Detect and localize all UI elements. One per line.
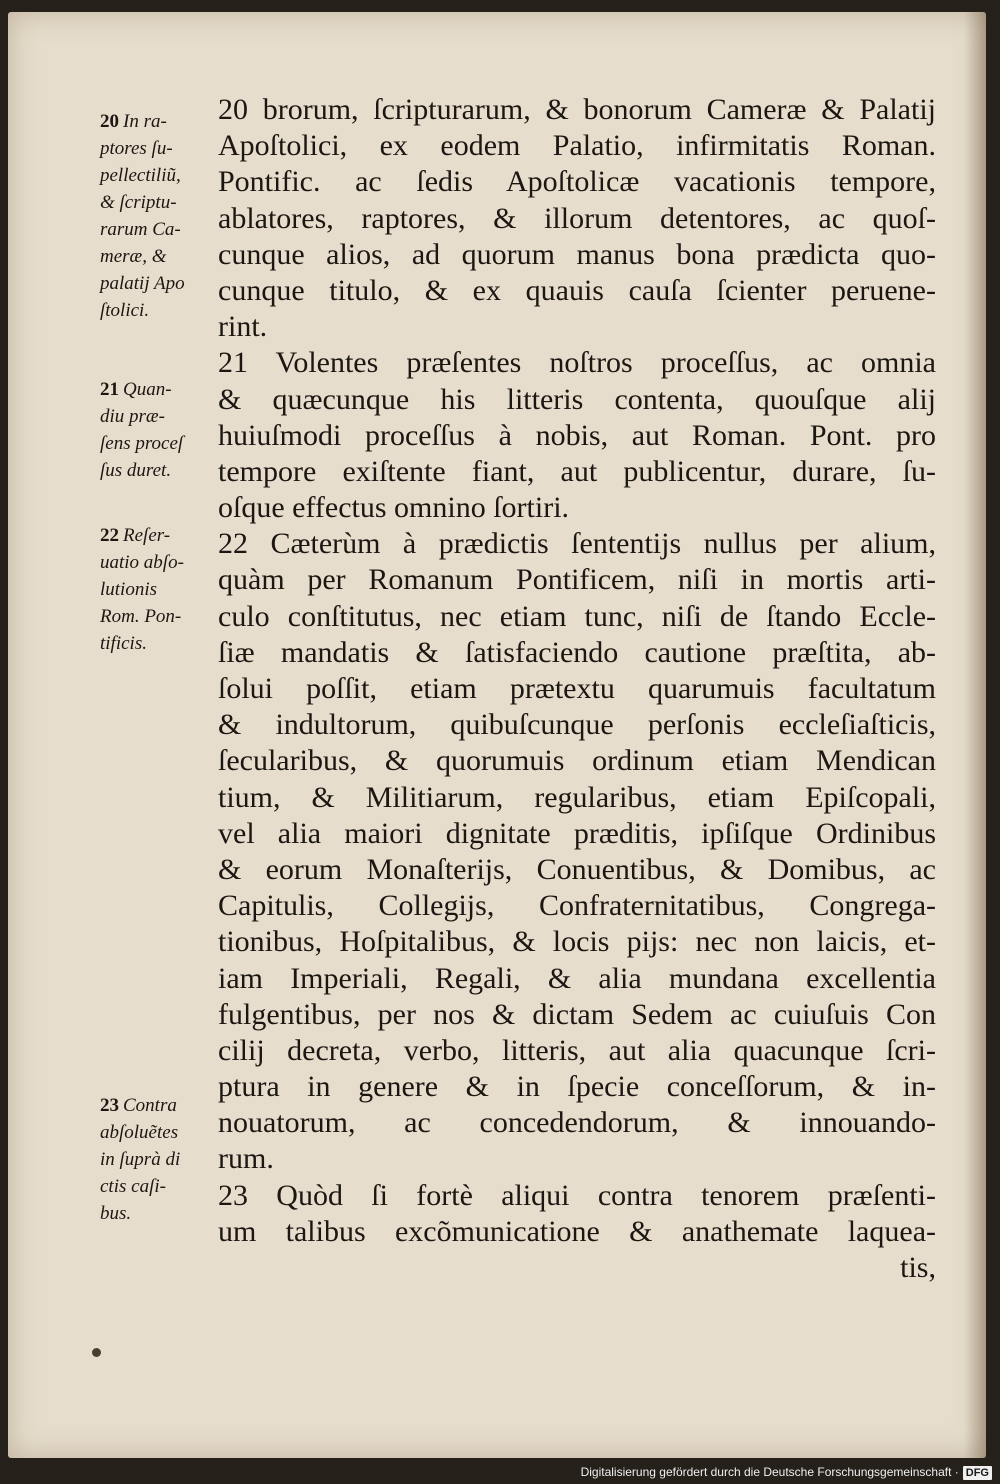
text-line: cunque titulo, & ex quauis cauſa ſcienter peruene-	[218, 273, 936, 307]
text-line: culo conſtitutus, nec etiam tunc, niſi de ſtando Eccle-	[218, 599, 936, 633]
text-line: 23 Quòd ſi fortè aliqui contra tenorem præſenti-	[218, 1178, 936, 1212]
margin-note-21	[100, 376, 224, 484]
margin-note-line: Rom. Pon-	[100, 606, 182, 627]
text-line: ſiæ mandatis & ſatisfaciendo cautione præſtita, ab-	[218, 635, 936, 669]
margin-note-line: rarum Ca-	[100, 219, 181, 240]
margin-note-22	[100, 522, 224, 657]
ink-spot	[92, 1348, 101, 1357]
text-line: ablatores, raptores, & illorum detentores, ac quoſ-	[218, 201, 936, 235]
text-line: rint.	[218, 310, 268, 344]
margin-note-line: lutionis	[100, 579, 158, 600]
margin-note-line: & ſcriptu-	[100, 192, 177, 213]
margin-note-23	[100, 1092, 224, 1227]
margin-note-line: ſus duret.	[100, 460, 172, 481]
margin-note-line: In ra-	[123, 111, 167, 132]
digitization-footer	[581, 1465, 992, 1480]
dfg-logo-icon: DFG	[963, 1466, 992, 1480]
margin-note-number: 20	[100, 111, 119, 132]
margin-note-line: tificis.	[100, 633, 147, 654]
margin-note-line: meræ, &	[100, 246, 167, 267]
text-line: Capitulis, Collegijs, Confraternitatibus, Congrega-	[218, 889, 936, 923]
margin-note-line: Quan-	[123, 379, 172, 400]
digitization-credit: Digitalisierung gefördert durch die Deutsche Forschungsgemeinschaft ·	[580, 1465, 959, 1479]
text-line: fulgentibus, per nos & dictam Sedem ac cuiuſuis Con	[218, 997, 936, 1031]
text-line: & indultorum, quibuſcunque perſonis eccleſiaſticis,	[218, 708, 936, 742]
text-line: ſolui poſſit, etiam prætextu quarumuis facultatum	[218, 672, 936, 705]
margin-note-line: ctis caſi-	[100, 1176, 166, 1197]
text-line: ſecularibus, & quorumuis ordinum etiam Mendican	[218, 744, 936, 778]
text-line: quàm per Romanum Pontificem, niſi in mortis arti-	[218, 563, 936, 597]
text-line: Apoſtolici, ex eodem Palatio, infirmitatis Roman.	[218, 129, 936, 163]
page-edge-shadow	[964, 12, 986, 1458]
text-line: tium, & Militiarum, regularibus, etiam Epiſcopali,	[218, 780, 936, 814]
margin-note-line: diu præ-	[100, 406, 165, 427]
text-line: cunque alios, ad quorum manus bona prædicta quo-	[218, 237, 936, 271]
text-line: & quæcunque his litteris contenta, quouſque alij	[218, 382, 936, 416]
main-text-block	[218, 92, 936, 1286]
margin-note-number: 23	[100, 1095, 119, 1116]
text-line: tionibus, Hoſpitalibus, & locis pijs: nec non laicis, et-	[218, 925, 936, 959]
margin-note-line: ſtolici.	[100, 300, 150, 321]
text-line: & eorum Monaſterijs, Conuentibus, & Domibus, ac	[218, 852, 936, 886]
margin-note-line: palatij Apo	[100, 273, 185, 294]
catchword: tis,	[900, 1251, 936, 1284]
text-line: vel alia maiori dignitate præditis, ipſiſque Ordinibus	[218, 816, 936, 850]
margin-note-line: Reſer-	[123, 525, 171, 546]
margin-note-number: 22	[100, 525, 119, 546]
text-line: Pontific. ac ſedis Apoſtolicæ vacationis tempore,	[218, 165, 936, 199]
text-line: oſque effectus omnino ſortiri.	[218, 491, 570, 525]
text-line: cilij decreta, verbo, litteris, aut alia quacunque ſcri-	[218, 1033, 936, 1067]
text-line: 22 Cæterùm à prædictis ſententijs nullus per alium,	[218, 527, 936, 561]
margin-note-number: 21	[100, 379, 119, 400]
margin-note-line: in ſuprà di	[100, 1149, 181, 1170]
text-line: 21 Volentes præſentes noſtros proceſſus, ac omnia	[218, 346, 936, 380]
margin-note-line: uatio abſo-	[100, 552, 184, 573]
text-line: 20 brorum, ſcripturarum, & bonorum Cameræ & Palatij	[218, 93, 936, 126]
margin-note-line: bus.	[100, 1203, 132, 1224]
text-line: iam Imperiali, Regali, & alia mundana excellentia	[218, 961, 936, 995]
text-line: nouatorum, ac concedendorum, & innouando-	[218, 1106, 936, 1140]
text-line: tempore exiſtente fiant, aut publicentur, durare, ſu-	[218, 454, 936, 488]
margin-note-line: abſoluẽtes	[100, 1122, 179, 1143]
margin-note-line: ſens proceſ	[100, 433, 184, 454]
text-line: um talibus excõmunicatione & anathemate laquea-	[218, 1214, 936, 1248]
text-line: ptura in genere & in ſpecie conceſſorum, & in-	[218, 1070, 936, 1104]
margin-note-line: Contra	[123, 1095, 177, 1116]
text-line: huiuſmodi proceſſus à nobis, aut Roman. Pont. pro	[218, 418, 936, 452]
text-line: rum.	[218, 1142, 274, 1176]
margin-note-line: pellectiliũ,	[100, 165, 181, 186]
margin-note-line: ptores ſu-	[100, 138, 173, 159]
margin-note-20	[100, 108, 224, 324]
